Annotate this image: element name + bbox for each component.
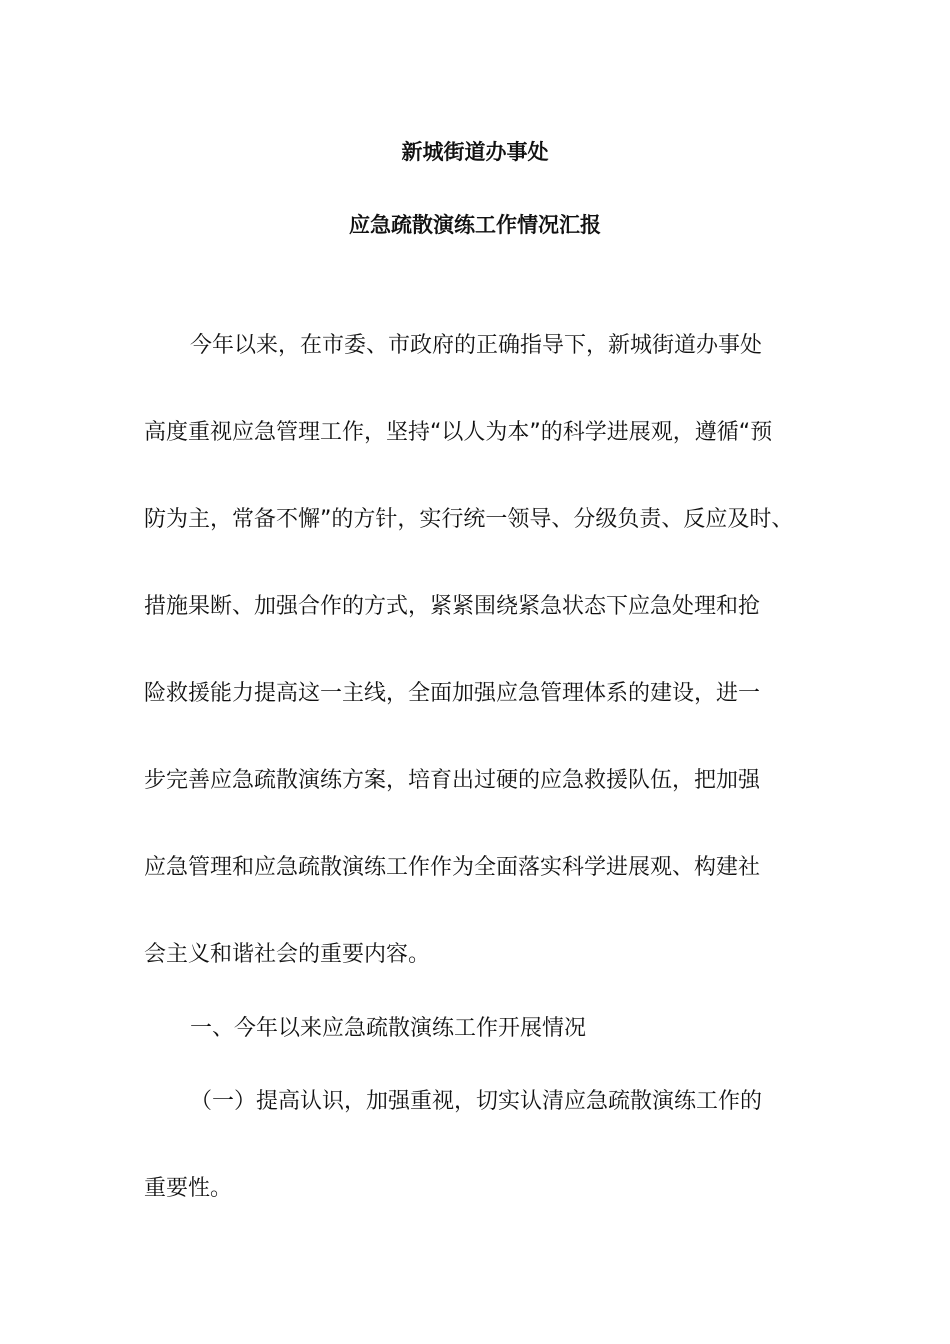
document-title-report: 应急疏散演练工作情况汇报 — [349, 213, 601, 237]
paragraph-line: 今年以来，在市委、市政府的正确指导下，新城街道办事处 — [190, 333, 763, 358]
paragraph-line: 防为主，常备不懈”的方针，实行统一领导、分级负责、反应及时、 — [144, 507, 794, 532]
subsection-heading: （一）提高认识，加强重视，切实认清应急疏散演练工作的 — [190, 1089, 763, 1114]
paragraph-line: 会主义和谐社会的重要内容。 — [144, 942, 431, 967]
document-title-organization: 新城街道办事处 — [401, 140, 549, 164]
paragraph-line: 措施果断、加强合作的方式，紧紧围绕紧急状态下应急处理和抢 — [144, 594, 761, 619]
paragraph-line: 应急管理和应急疏散演练工作作为全面落实科学进展观、构建社 — [144, 855, 761, 880]
subsection-heading-continued: 重要性。 — [144, 1176, 233, 1201]
section-heading: 一、今年以来应急疏散演练工作开展情况 — [190, 1016, 587, 1041]
paragraph-line: 险救援能力提高这一主线，全面加强应急管理体系的建设，进一 — [144, 681, 761, 706]
paragraph-line: 步完善应急疏散演练方案，培育出过硬的应急救援队伍，把加强 — [144, 768, 761, 793]
paragraph-line: 高度重视应急管理工作，坚持“以人为本”的科学进展观，遵循“预 — [144, 420, 773, 445]
